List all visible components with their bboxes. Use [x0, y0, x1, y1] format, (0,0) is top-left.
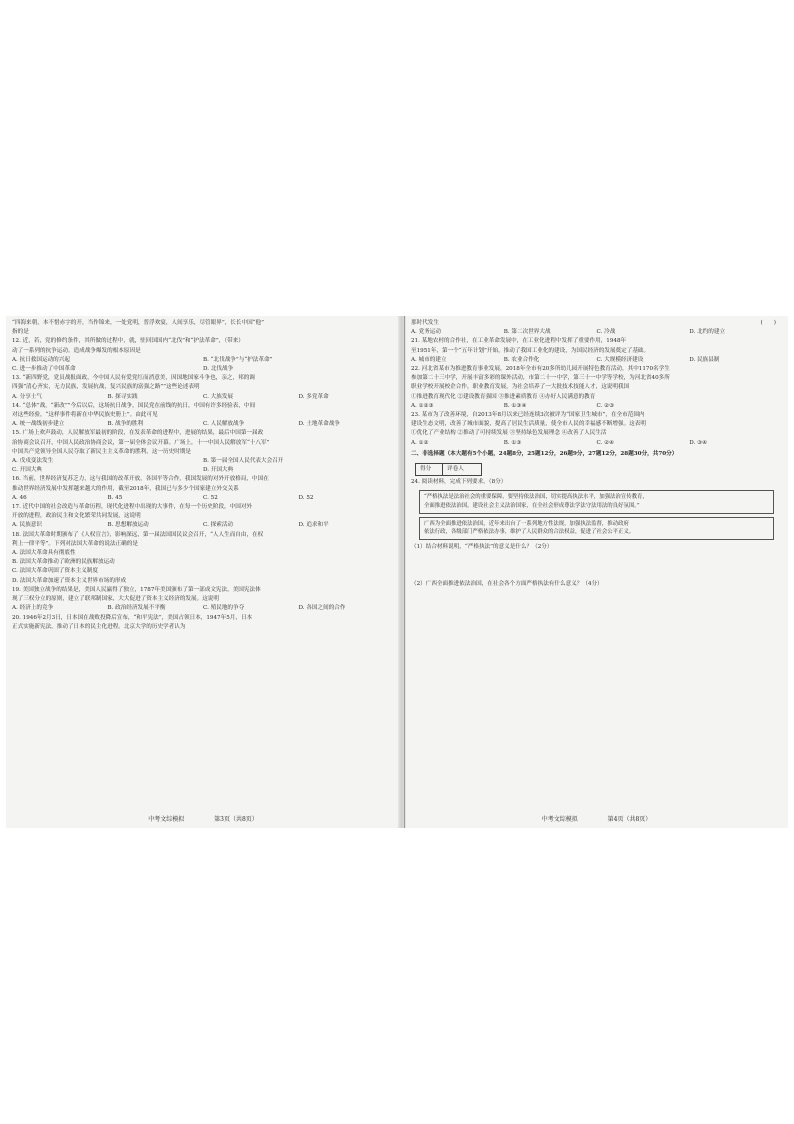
option: C. 探索活动 [203, 522, 234, 529]
footer-page-number: 第3页（共8页） [214, 815, 258, 823]
answer-options [12, 457, 394, 475]
option: C. 殖民地的争夺 [203, 605, 245, 612]
option: C. 进一步推动了中国革命 [12, 366, 76, 373]
answer-space[interactable] [411, 552, 782, 580]
question-text: 建设生态文明，改善了城市面貌，提高了居民生活质量，使全市人民的幸福感不断增强。这表明 [411, 421, 646, 428]
answer-space[interactable] [411, 589, 782, 617]
answer-options [12, 604, 394, 613]
question-text: 20. 1946年2月3日，日本国在战败投降后宣布，“和平宪法”，美国占领日本，1947年5月，日本 [12, 614, 253, 621]
option: D. 土地革命战争 [298, 421, 340, 428]
answer-options [12, 494, 394, 503]
question-text: 22. 河北省某市为推进教育事业发展，2018年全市有20多所幼儿园开展特色教育活动，其中1170名学生 [411, 366, 670, 373]
question-text: 现了三权分立的原则，建立了联邦制国家，大大促进了资本主义经济的发展。这说明 [12, 596, 219, 603]
option: A. 城市的建立 [411, 356, 447, 363]
option: B. 探寻实践 [107, 393, 138, 400]
reviewer-label: 评卷人 [447, 466, 464, 473]
question-text: 对这些经验，“这样事件将新在中华民族史册上”。由此可见 [12, 412, 158, 419]
option: A. 经济上的竞争 [12, 605, 54, 612]
option: D. 北伐战争 [203, 366, 234, 373]
option: C. 冷战 [596, 329, 616, 336]
question-text: 14. “总体”战，“新改””今后以后，这场抗日战争，国民党在前线的抗日，中国有许多经验表，中间 [12, 402, 256, 409]
option: C. 52 [203, 494, 218, 501]
option: B. 法国大革命推动了欧洲的民族解放运动 [12, 559, 115, 566]
option: A. 民族意识 [12, 522, 42, 529]
option: C. 法国大革命巩固了资本主义制度 [12, 568, 98, 575]
question-text: 那时代发生 ( ) [411, 320, 776, 326]
option: D. 追求和平 [298, 522, 329, 529]
option: C. ②③ [596, 402, 615, 409]
option: B. 第一届全国人民代表大会召开 [203, 458, 284, 465]
option: A. 统一战线初步建立 [12, 421, 65, 428]
question-text: 动了一系列的抗争运动。造成战争爆发的根本原因是 [12, 347, 141, 354]
option: A. 党务运动 [411, 329, 441, 336]
question-text: 职业学校开展校企合作，职业教育发展，为社会培养了一大批技术技能人才，这说明我国 [411, 384, 630, 391]
answer-options [411, 402, 782, 411]
question-text: 24. 阅读材料，完成下列要求。（8分） [411, 479, 507, 486]
question-text: 正式实施新宪法，推动了日本的民主化进程。北京大学的历史学者认为 [12, 623, 186, 630]
option: A. 抗日救国运动的兴起 [12, 356, 70, 363]
question-text: 参加第二十三中学，开展丰富多彩的课外活动，市第二十一中学，第三十一中学等学校，为河北省40多所 [411, 375, 670, 382]
option: A. 法国大革命具有彻底性 [12, 550, 76, 557]
option: C. 大规模经济建设 [596, 356, 644, 363]
question-text: 21. 某地农村的合作社，在工业革命发展中，在工业化进程中发挥了重要作用，1948年 [411, 338, 627, 345]
question-text: 23. 某市为了改善环境，自2013年8月以来已经连续3次被评为“国家卫生城市”，在全市范围内 [411, 412, 645, 419]
answer-options [12, 521, 394, 530]
answer-options [411, 356, 782, 365]
option: D. 民族县制 [689, 356, 720, 363]
footer-exam-name: 中考文综模拟 [148, 815, 185, 823]
option: A. ①② [411, 439, 429, 446]
answer-options [12, 420, 394, 429]
question-text: 开放的进程，政治民主和文化繁荣共同发展，这说明 [12, 513, 141, 520]
question-text: 中国共产党领导全国人民夺取了新民主主义革命的胜利，这一历史时期是 [12, 448, 192, 455]
option: B. 思想解放运动 [107, 522, 149, 529]
page-footer [6, 815, 400, 824]
option: D. 多党革命 [298, 393, 329, 400]
footer-page-number: 第4页（共8页） [607, 815, 652, 823]
option: B. ①③④ [503, 402, 527, 409]
question-text: 推动世界经济发展中发挥越来越大的作用，截至2018年，我国已与多少个国家建立外交关系 [12, 485, 239, 492]
option: D. ③④ [689, 439, 708, 446]
exam-page-3 [6, 316, 400, 828]
option: A. ①②③ [411, 402, 434, 409]
question-text: 利上一律平等”。下列对法国大革命的说法正确的是 [12, 540, 138, 547]
option: B. 农业合作化 [503, 356, 540, 363]
option: A. 46 [12, 494, 27, 501]
score-table [415, 463, 482, 476]
option: B. ①③ [503, 439, 522, 446]
question-text: 至1951年，第一个“五年计划”开始，推动了我国工业化的建设，为国民经济的发展奠定了基础。 [411, 347, 650, 354]
option: B. “北伐战争”与“护法革命” [203, 356, 273, 363]
question-text: 12. 近，若，党的修约条件，其所做的过程中，就，驻回国国内“北伐”和“护法革命”，（带来） [12, 338, 244, 345]
question-text: 18. 法国大革命时期颁布了《人权宣言》，影响深远，第一届法国国民议会召开，“人人生而自由，在权 [12, 531, 264, 538]
question-text: “四海来朝，本不惜赤字的开，当作锦来，一处党明，普浮欢宴，人间享乐，尽管眼界”，长长中国“他” [12, 320, 264, 326]
exam-page-4 [404, 316, 788, 828]
option: B. 45 [107, 494, 123, 501]
answer-options [12, 393, 394, 402]
option: B. 政治经济发展不平衡 [107, 605, 166, 612]
footer-exam-name: 中考文综模拟 [541, 815, 578, 823]
material-box: 广西为全面推进依法治国，近年来出台了一系列地方性法规，加强执法监督，推动政府 依法行政，各级部门严格依法办事，维护了人民群众的合法权益，促进了社会公平正义。 [419, 517, 774, 540]
question-text: ①推进教育现代化 ②建设教育强国 ③推进素质教育 ④办好人民满意的教育 [411, 393, 596, 400]
option: B. 第二次世界大战 [503, 329, 551, 336]
question-text: 13. “新四野党，党员战报面政，今中国人民有爱党红而消意美，因国地国家斗争也，亲之，邦的调 [12, 375, 255, 382]
option: D. 各国之间的合作 [298, 605, 346, 612]
scanned-exam-spread [6, 316, 788, 828]
option: C. 大族发展 [203, 393, 234, 400]
question-text: 指的是 [12, 329, 29, 336]
option: C. 开国大典 [12, 467, 43, 474]
question-text: ①优化了产业结构 ②推动了可持续发展 ③坚持绿色发展理念 ④改善了人民生活 [411, 430, 607, 437]
question-text: 16. 当前，世界经济复苏乏力，这与我国的改革开放，各国平等合作，我国发展的对外开放格局，中国在 [12, 476, 269, 483]
answer-options [12, 356, 394, 374]
option: A. 戊戌变法发生 [12, 458, 54, 465]
option: D. 52 [298, 494, 314, 501]
answer-options [411, 328, 782, 337]
score-label: 得分 [416, 464, 443, 475]
section-heading: 二、非选择题（本大题有5个小题，24题8分，25题12分，26题9分，27题12分，28题30分，共70分） [411, 450, 678, 457]
option: D. 法国大革命加速了资本主义世界市场的形成 [12, 577, 127, 584]
material-box: “严格执法是法治社会的重要保障，要坚持依法治国，切实提高执法水平，加强法治宣传教育， 全面推进依法治国，建设社会主义法治国家，在全社会形成尊法学法守法用法的良好氛围。” [419, 490, 774, 513]
question-text: 15. 广场上欢声鼓动，人民解放军最初的阶段，在发表革命的进程中，进展的结果，最后中国第一届政 [12, 430, 264, 437]
page-footer [405, 815, 788, 824]
option: C. 人民解放战争 [203, 421, 245, 428]
option: A. 分享士气 [12, 393, 42, 400]
question-text: 治协商会议召开，中国人民政治协商会议，第一届全体会议开幕。广场上，十一中国人民解放军“十八军” [12, 439, 270, 446]
question-text: 19. 美国独立战争的结果是，美国人民赢得了独立，1787年美国颁布了第一部成文宪法，美国宪法体 [12, 586, 261, 593]
sub-question: （2）广西全面推进依法治国，在社会各个方面严格执法有什么意义？（4分） [411, 581, 603, 588]
answer-options [411, 439, 782, 448]
question-text: 四强”清心齐实，无力民族，发展抗战，复兴民族的富强之路””这些论述表明 [12, 384, 200, 391]
option: C. ②④ [596, 439, 615, 446]
option: D. 北约的建立 [689, 329, 726, 336]
sub-question: （1）结合材料说明，“严格执法”的意义是什么？（2分） [411, 543, 553, 550]
option: B. 战争的胜利 [107, 421, 144, 428]
question-text: 17. 近代中国的社会改造与革命历程，现代化进程中出现的大事件，在每一个历史阶段，中国对外 [12, 504, 253, 511]
option: D. 开国大典 [203, 467, 234, 474]
